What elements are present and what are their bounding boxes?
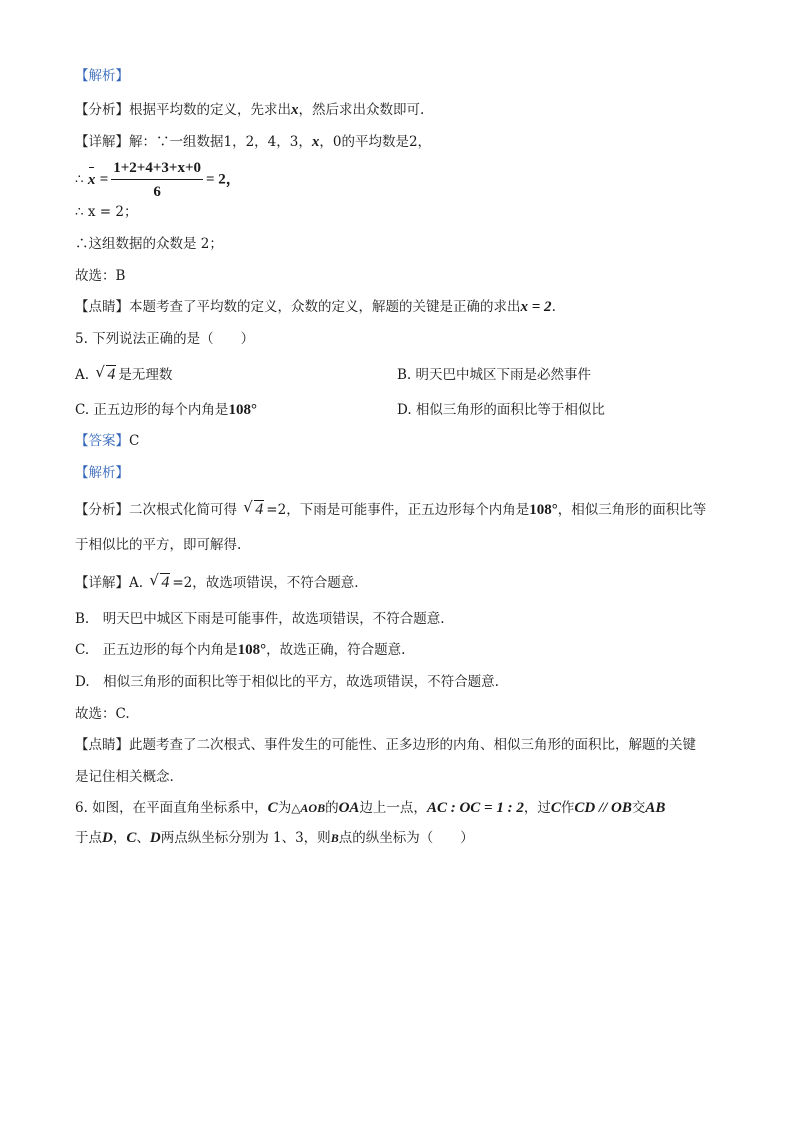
q5-dianjing-tag: 【点睛】	[75, 737, 129, 753]
q5-answer-line	[75, 432, 139, 450]
q5-option-a	[75, 363, 173, 384]
q5-option-a-radicand: 4	[107, 366, 116, 383]
q6-text-i: ，	[112, 830, 127, 846]
q6-text-d: 边上一点，	[359, 800, 427, 816]
q6-point-c-3: C	[126, 830, 137, 846]
q6-point-c: C	[267, 800, 278, 816]
q6-text-b: 为	[277, 800, 292, 816]
q5-fenxi-line-1	[75, 498, 707, 519]
q5-xiangjie-radicand: 4	[161, 574, 170, 591]
q4-dianjing-eq: x = 2	[520, 299, 552, 315]
q4-dianjing-text-b: .	[551, 299, 556, 315]
q5-option-c	[75, 401, 257, 419]
q4-xiangjie-text-b: ，0的平均数是2，	[319, 134, 432, 150]
q5-xiangjie-text-a: A.	[129, 575, 144, 591]
q5-xiangjie-sqrt: √ 4	[149, 571, 170, 591]
q5-fenxi-text-a: 二次根式化简可得	[129, 502, 237, 518]
q5-option-a-text: 是无理数	[118, 367, 173, 383]
q6-text-c: 的	[325, 800, 339, 816]
q4-dianjing-text-a: 本题考查了平均数的定义，众数的定义，解题的关键是正确的求出	[129, 299, 521, 315]
q5-xiangjie-line	[75, 571, 359, 592]
q5-option-a-sqrt: √ 4	[95, 363, 116, 383]
q6-text-e: ，过	[523, 800, 551, 816]
q6-text-g: 交	[631, 800, 646, 816]
q6-point-d: D	[102, 830, 113, 846]
q4-fenxi-var: x	[291, 102, 299, 118]
q5-stem: 5. 下列说法正确的是（ ）	[75, 331, 255, 347]
q4-dianjing-tag: 【点睛】	[75, 299, 129, 315]
q5-fenxi-line-2: 于相似比的平方，即可解得.	[75, 537, 242, 553]
q4-eq-numerator: 1+2+4+3+x+0	[111, 158, 203, 180]
q6-ratio: AC : OC = 1 : 2	[426, 800, 524, 816]
q5-option-c-value: 108°	[228, 402, 257, 418]
q5-fenxi-radicand: 4	[255, 501, 264, 518]
q5-fenxi-text-b: =2，下雨是可能事件，正五边形每个内角是	[266, 502, 530, 518]
q6-text-l: 点的纵坐标为（ ）	[338, 830, 474, 846]
q6-segment-ab: AB	[645, 800, 666, 816]
q6-triangle-aob: △AOB	[291, 801, 326, 815]
q5-fenxi-value: 108°	[529, 502, 558, 518]
q5-jiexi-label: 【解析】	[75, 465, 129, 481]
q5-fenxi-tag: 【分析】	[75, 502, 129, 518]
q5-line-c-value: 108°	[237, 642, 267, 658]
q4-fenxi-text-a: 根据平均数的定义，先求出	[129, 102, 291, 118]
q4-dianjing-line	[75, 298, 556, 316]
q5-option-c-text: C. 正五边形的每个内角是	[75, 402, 229, 418]
q6-text-a: 6. 如图，在平面直角坐标系中，	[75, 800, 268, 816]
q5-line-c-text-b: ，故选正确，符合题意.	[266, 642, 406, 658]
q5-answer-tag: 【答案】	[75, 433, 129, 449]
q4-choice: 故选：B	[75, 268, 126, 284]
q6-text-h: 于点	[75, 830, 102, 846]
q6-point-c-2: C	[550, 800, 561, 816]
q5-line-b: B. 明天巴中城区下雨是可能事件，故选项错误，不符合题意.	[75, 611, 445, 627]
q5-option-d: D. 相似三角形的面积比等于相似比	[397, 402, 605, 418]
q4-fenxi-text-b: ，然后求出众数即可.	[298, 102, 425, 118]
q4-eq-rhs: = 2，	[206, 171, 241, 188]
q6-text-j: 、	[136, 830, 150, 846]
q5-dianjing-line-1	[75, 736, 696, 754]
q6-parallel-cd-ob: CD // OB	[574, 800, 632, 816]
q6-line-2	[75, 829, 474, 847]
q6-point-b: B	[330, 831, 339, 845]
q6-text-k: 两点纵坐标分别为 1、3，则	[160, 830, 331, 846]
q4-fenxi-tag: 【分析】	[75, 102, 129, 118]
q4-eq-denominator: 6	[153, 184, 161, 200]
q5-line-c-text-a: C. 正五边形的每个内角是	[75, 642, 238, 658]
q6-text-f: 作	[560, 800, 575, 816]
q5-line-c	[75, 641, 405, 659]
q6-point-d-2: D	[149, 830, 161, 846]
q4-jiexi-label: 【解析】	[75, 68, 129, 84]
q4-xiangjie-text-a: 解：∵一组数据1，2，4，3，	[129, 134, 312, 150]
q4-eq-therefore: ∴	[75, 171, 84, 188]
q4-xiangjie-var: x	[311, 134, 320, 150]
q4-eq-fraction	[111, 158, 203, 202]
q4-fenxi-line	[75, 101, 424, 119]
q5-fenxi-text-c: ，相似三角形的面积比等	[557, 502, 707, 518]
q4-xiangjie-line	[75, 133, 431, 151]
q6-segment-oa: OA	[338, 800, 360, 816]
q4-eq-xbar: x	[87, 171, 96, 188]
q5-fenxi-sqrt: √ 4	[243, 498, 264, 518]
q4-eq-equals: =	[99, 171, 109, 188]
q5-option-b: B. 明天巴中城区下雨是必然事件	[397, 367, 592, 383]
q5-xiangjie-text-b: =2，故选项错误，不符合题意.	[172, 575, 359, 591]
q5-choice: 故选：C.	[75, 706, 130, 722]
q5-xiangjie-tag: 【详解】	[75, 575, 129, 591]
q5-dianjing-text-a: 此题考查了二次根式、事件发生的可能性、正多边形的内角、相似三角形的面积比，解题的关键	[129, 737, 696, 753]
q4-x-result: ∴ x = 2；	[75, 204, 138, 220]
q5-answer: C	[129, 433, 140, 449]
q4-mean-equation	[75, 158, 241, 202]
q5-dianjing-line-2: 是记住相关概念.	[75, 769, 174, 785]
q6-line-1	[75, 799, 665, 817]
q4-xiangjie-tag: 【详解】	[75, 134, 129, 150]
q5-option-a-label: A.	[75, 367, 90, 383]
q4-mode-line: ∴这组数据的众数是 2；	[75, 236, 223, 252]
q5-line-d: D. 相似三角形的面积比等于相似比的平方，故选项错误，不符合题意.	[75, 674, 499, 690]
